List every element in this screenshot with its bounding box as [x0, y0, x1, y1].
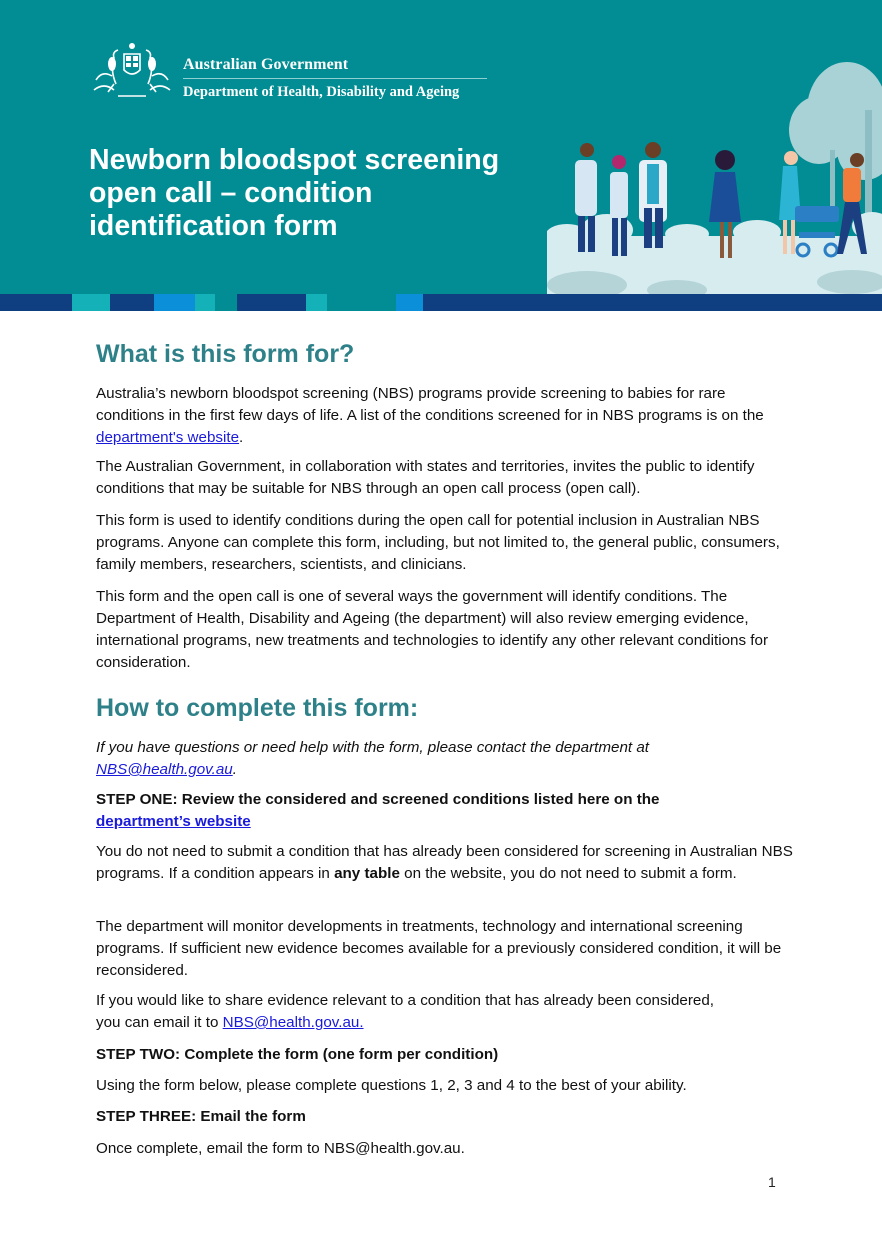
title-line: identification form [89, 210, 338, 242]
paragraph-text: . [239, 429, 244, 446]
strip-segment [306, 294, 327, 311]
page-number: 1 [768, 1174, 776, 1190]
paragraph: The department will monitor developments in treatments, technology and international screening programs. If sufficient new evidence becomes available for a previously considered condition, it will be reconsidered. [96, 918, 782, 979]
paragraph [96, 841, 796, 885]
title-line: open call – condition [89, 177, 373, 209]
paragraph: Once complete, email the form to NBS@health.gov.au. [96, 1140, 465, 1157]
paragraph-text: If you would like to share evidence relevant to a condition that has already been considered, you can email it to [96, 992, 715, 1031]
email-link[interactable]: NBS@health.gov.au. [222, 1014, 364, 1031]
paragraph [96, 383, 796, 449]
header-divider [183, 78, 487, 79]
strip-segment [327, 294, 396, 311]
strip-segment [195, 294, 215, 311]
step-one-heading [96, 789, 736, 833]
section-heading-what: What is this form for? [96, 340, 355, 368]
title-line: Newborn bloodspot screening [89, 144, 500, 176]
paragraph: Using the form below, please complete questions 1, 2, 3 and 4 to the best of your ability. [96, 1077, 687, 1094]
emphasis-text: any table [334, 865, 400, 882]
department-name: Department of Health, Disability and Ageing [183, 84, 460, 100]
department-website-link[interactable]: department’s website [96, 813, 251, 830]
paragraph [96, 990, 716, 1034]
help-paragraph [96, 737, 696, 781]
strip-segment [215, 294, 237, 311]
paragraph-text: . [232, 761, 237, 778]
strip-segment [154, 294, 195, 311]
government-name: Australian Government [183, 56, 349, 73]
paragraph-text: Australia’s newborn bloodspot screening (NBS) programs provide screening to babies for rare conditions in the first few days of life. A list of the conditions screened for in NBS programs is on the [96, 385, 764, 424]
paragraph-text: If you have questions or need help with the form, please contact the department at [96, 739, 649, 756]
strip-segment [72, 294, 110, 311]
step-two-heading: STEP TWO: Complete the form (one form per condition) [96, 1046, 499, 1063]
paragraph: This form is used to identify conditions during the open call for potential inclusion in Australian NBS programs. Anyone can complete this form, including, but not limited to, the general public, consumers, family members, researchers, scientists, and clinicians. [96, 512, 780, 573]
paragraph: The Australian Government, in collaboration with states and territories, invites the public to identify conditions that may be suitable for NBS through an open call process (open call). [96, 458, 755, 497]
paragraph-text: on the website, you do not need to submit a form. [399, 865, 737, 882]
department-website-link[interactable]: department's website [96, 429, 240, 446]
document-title [89, 144, 539, 243]
section-heading-how: How to complete this form: [96, 694, 419, 722]
paragraph: This form and the open call is one of several ways the government will identify conditions. The Department of Health, Disability and Ageing (the department) will also review emerging evidence, international programs, new treatments and technologies to identify any other relevant conditions for consideration. [96, 588, 769, 671]
step-text: STEP ONE: Review the considered and screened conditions listed here on the [96, 791, 660, 808]
email-link[interactable]: NBS@health.gov.au [96, 761, 233, 778]
coat-of-arms-icon [88, 40, 176, 104]
decorative-color-strip [0, 294, 882, 311]
people-illustration [547, 0, 882, 294]
paragraph-text: You do not need to submit a condition that has already been considered for screening in Australian NBS programs. If a condition appears in [96, 843, 793, 882]
step-three-heading: STEP THREE: Email the form [96, 1108, 306, 1125]
strip-segment [396, 294, 423, 311]
header-banner [0, 0, 882, 294]
